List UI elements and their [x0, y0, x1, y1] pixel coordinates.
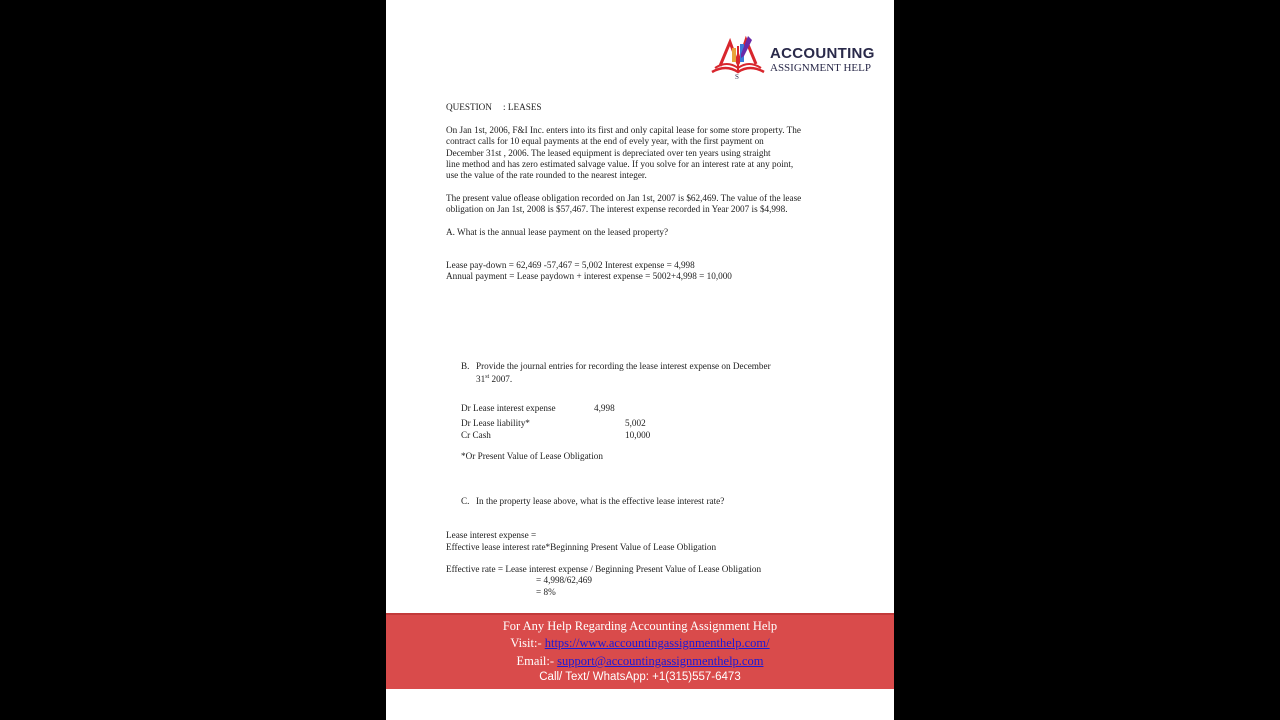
entry-credit: 5,002	[625, 418, 646, 428]
email-label: Email:-	[516, 654, 558, 668]
part-a-answer-line: Lease pay-down = 62,469 -57,467 = 5,002 Interest expense = 4,998	[446, 260, 695, 270]
info-line: The present value oflease obligation recorded on Jan 1st, 2007 is $62,469. The value of the lease	[446, 193, 802, 203]
part-c-question: In the property lease above, what is the effective lease interest rate?	[476, 496, 725, 506]
logo-title: ACCOUNTING	[770, 45, 875, 62]
banner-contact: Call/ Text/ WhatsApp: +1(315)557-6473	[539, 671, 741, 683]
info-line: obligation on Jan 1st, 2008 is $57,467. The interest expense recorded in Year 2007 is $4,998.	[446, 204, 788, 215]
question-label: QUESTION	[446, 102, 492, 112]
intro-line: contract calls for 10 equal payments at the end of evely year, with the first payment on	[446, 136, 764, 147]
part-c-line: Lease interest expense =	[446, 530, 537, 540]
banner-email-row	[386, 654, 894, 669]
part-c-line: Effective rate = Lease interest expense / Beginning Present Value of Lease Obligation	[446, 564, 762, 574]
part-c-line: = 4,998/62,469	[536, 575, 592, 585]
svg-text:S: S	[735, 73, 739, 80]
logo-subtitle: ASSIGNMENT HELP	[770, 62, 871, 74]
visit-label: Visit:-	[510, 636, 545, 650]
entry-account: Dr Lease interest expense	[461, 403, 556, 413]
date-year: 2007.	[489, 374, 513, 385]
info-paragraph	[446, 193, 836, 216]
website-link[interactable]: https://www.accountingassignmenthelp.com/	[544, 636, 770, 650]
intro-line: use the value of the rate rounded to the nearest integer.	[446, 170, 647, 181]
journal-note: *Or Present Value of Lease Obligation	[461, 451, 603, 461]
document-page	[386, 0, 894, 720]
email-link[interactable]: support@accountingassignmenthelp.com	[557, 654, 764, 668]
intro-paragraph	[446, 125, 836, 181]
part-a-answer-line: Annual payment = Lease paydown + interest expense = 5002+4,998 = 10,000	[446, 271, 732, 281]
intro-line: On Jan 1st, 2006, F&I Inc. enters into its first and only capital lease for some store property. The	[446, 125, 801, 135]
banner-title: For Any Help Regarding Accounting Assignment Help	[502, 619, 778, 633]
part-b-question-date	[476, 372, 512, 385]
entry-credit: 10,000	[625, 430, 651, 440]
part-b-question: Provide the journal entries for recording the lease interest expense on December	[476, 361, 771, 371]
banner-visit-row	[386, 636, 894, 651]
part-c-letter: C.	[461, 496, 470, 506]
entry-account: Cr Cash	[461, 430, 491, 440]
date-day: 31	[476, 374, 486, 385]
entry-account: Dr Lease liability*	[461, 418, 530, 428]
part-c-line: = 8%	[536, 587, 556, 597]
book-pen-logo-icon	[708, 34, 768, 80]
intro-line: line method and has zero estimated salvage value. If you solve for an interest rate at any point,	[446, 158, 794, 169]
part-b-letter: B.	[461, 361, 470, 371]
part-c-line: Effective lease interest rate*Beginning Present Value of Lease Obligation	[446, 542, 717, 552]
contact-banner	[386, 613, 894, 689]
date-suffix: st	[485, 374, 490, 380]
entry-debit: 4,998	[594, 403, 615, 413]
question-topic: : LEASES	[503, 102, 542, 112]
brand-logo[interactable]	[708, 34, 878, 80]
intro-line: December 31st , 2006. The leased equipment is depreciated over ten years using straight	[446, 147, 771, 158]
part-a-question: A. What is the annual lease payment on the leased property?	[446, 227, 669, 237]
